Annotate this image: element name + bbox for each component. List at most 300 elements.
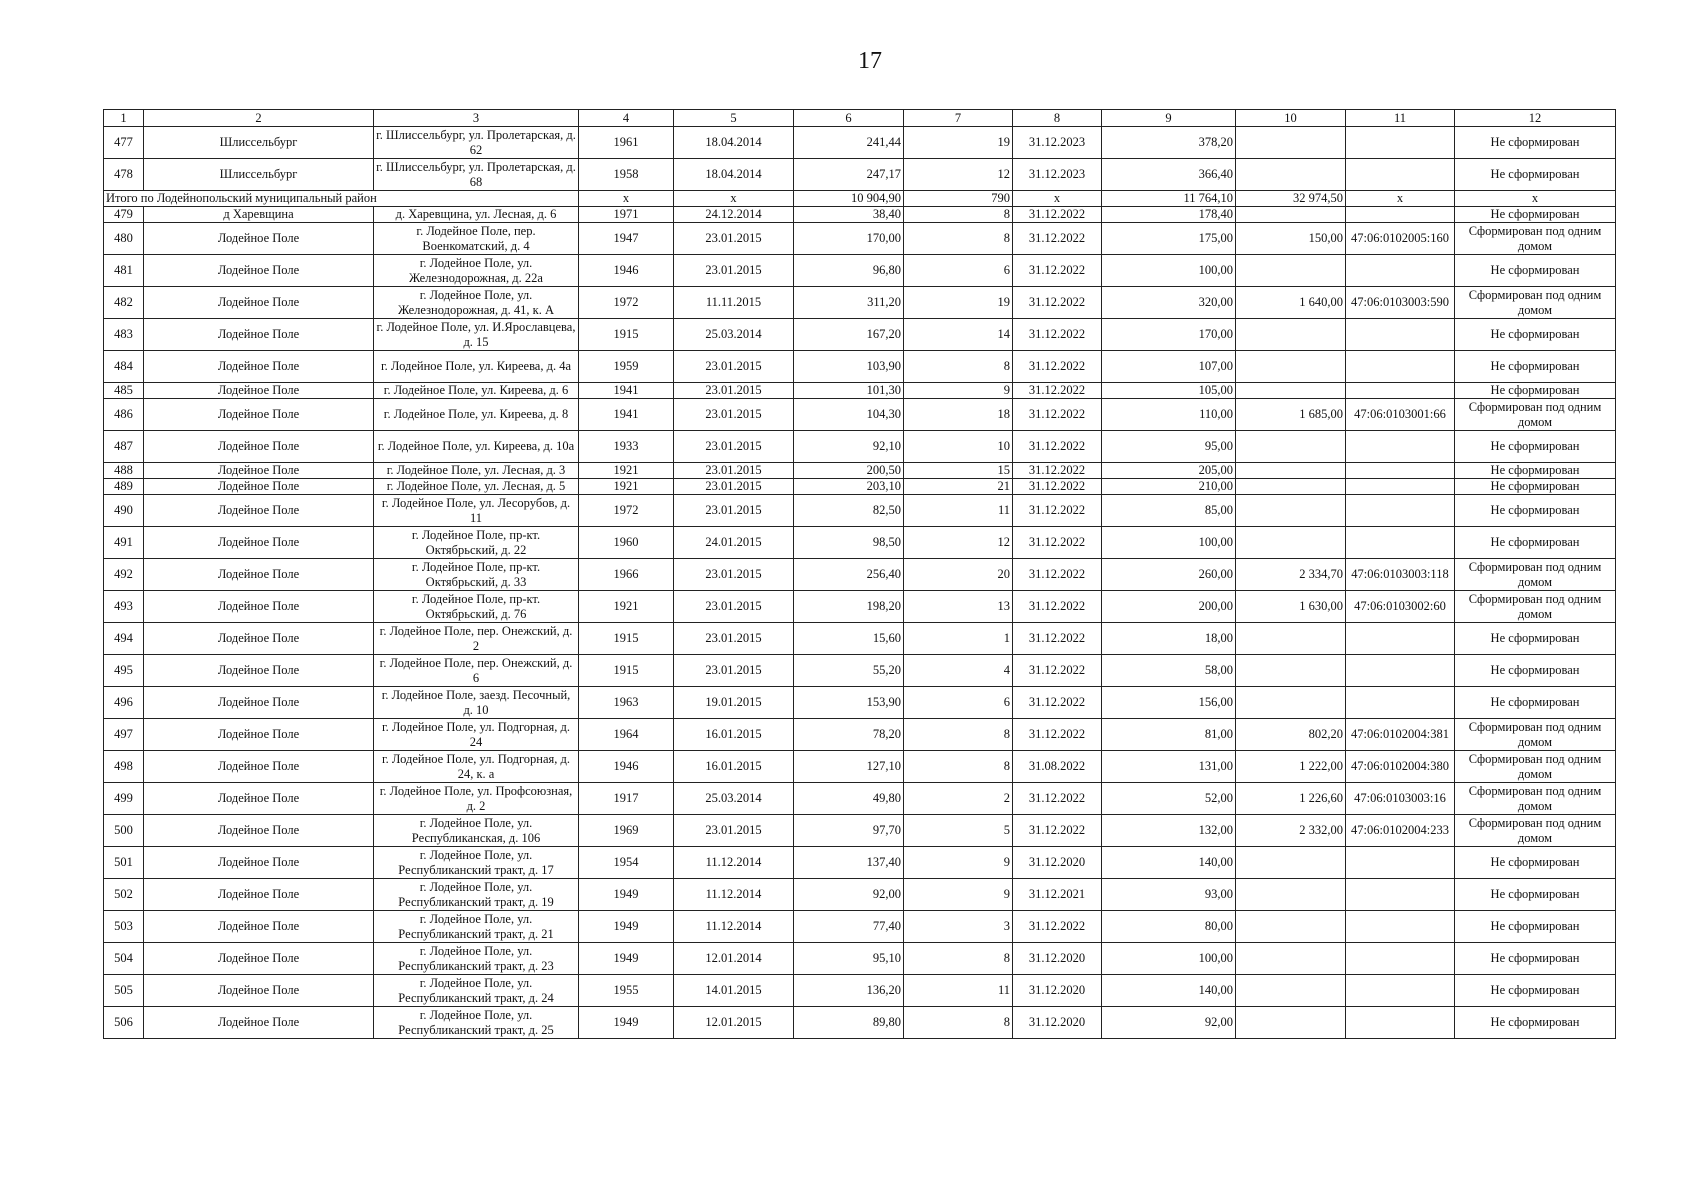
cadastral-number-cell: 47:06:0103002:60 <box>1346 591 1455 623</box>
land-status-cell: Не сформирован <box>1455 975 1616 1007</box>
date-cell: 11.12.2014 <box>674 911 794 943</box>
cadastral-number-cell <box>1346 159 1455 191</box>
date-cell: 18.04.2014 <box>674 159 794 191</box>
date-cell: 23.01.2015 <box>674 479 794 495</box>
total-label: Итого по Лодейнопольский муниципальный район <box>104 191 579 207</box>
cadastral-number-cell <box>1346 127 1455 159</box>
table-row <box>104 975 1616 1007</box>
residents-count-cell: 10 <box>904 431 1013 463</box>
total-date: х <box>674 191 794 207</box>
area-cell: 136,20 <box>794 975 904 1007</box>
total-year-built: х <box>579 191 674 207</box>
table-row <box>104 495 1616 527</box>
planned-date-cell: 31.12.2022 <box>1013 383 1102 399</box>
year-built-cell: 1921 <box>579 463 674 479</box>
column-header-6: 6 <box>794 110 904 127</box>
table-row <box>104 559 1616 591</box>
cost-cell: 131,00 <box>1102 751 1236 783</box>
cost-cell: 107,00 <box>1102 351 1236 383</box>
settlement-cell: Лодейное Поле <box>144 319 374 351</box>
settlement-cell: Лодейное Поле <box>144 943 374 975</box>
area-cell: 137,40 <box>794 847 904 879</box>
area-cell: 78,20 <box>794 719 904 751</box>
settlement-cell: Лодейное Поле <box>144 687 374 719</box>
date-cell: 23.01.2015 <box>674 591 794 623</box>
land-area-cell <box>1236 527 1346 559</box>
date-cell: 23.01.2015 <box>674 623 794 655</box>
row-number-cell: 477 <box>104 127 144 159</box>
column-header-8: 8 <box>1013 110 1102 127</box>
table-row <box>104 287 1616 319</box>
year-built-cell: 1915 <box>579 655 674 687</box>
planned-date-cell: 31.12.2022 <box>1013 463 1102 479</box>
table-row <box>104 159 1616 191</box>
land-status-cell: Не сформирован <box>1455 879 1616 911</box>
land-status-cell: Сформирован под одним домом <box>1455 399 1616 431</box>
cadastral-number-cell <box>1346 879 1455 911</box>
land-status-cell: Не сформирован <box>1455 943 1616 975</box>
residents-count-cell: 11 <box>904 975 1013 1007</box>
settlement-cell: Лодейное Поле <box>144 351 374 383</box>
column-number-header-row <box>104 110 1616 127</box>
planned-date-cell: 31.12.2022 <box>1013 223 1102 255</box>
row-number-cell: 503 <box>104 911 144 943</box>
total-land-status: х <box>1455 191 1616 207</box>
cadastral-number-cell: 47:06:0103001:66 <box>1346 399 1455 431</box>
residents-count-cell: 6 <box>904 255 1013 287</box>
cadastral-number-cell <box>1346 527 1455 559</box>
planned-date-cell: 31.12.2020 <box>1013 1007 1102 1039</box>
table-row <box>104 815 1616 847</box>
row-number-cell: 502 <box>104 879 144 911</box>
date-cell: 12.01.2014 <box>674 943 794 975</box>
residents-count-cell: 4 <box>904 655 1013 687</box>
year-built-cell: 1933 <box>579 431 674 463</box>
land-area-cell <box>1236 351 1346 383</box>
land-status-cell: Не сформирован <box>1455 687 1616 719</box>
settlement-cell: Лодейное Поле <box>144 463 374 479</box>
table-row <box>104 527 1616 559</box>
land-status-cell: Не сформирован <box>1455 527 1616 559</box>
planned-date-cell: 31.12.2022 <box>1013 495 1102 527</box>
settlement-cell: Лодейное Поле <box>144 623 374 655</box>
cadastral-number-cell <box>1346 383 1455 399</box>
settlement-cell: Лодейное Поле <box>144 431 374 463</box>
date-cell: 25.03.2014 <box>674 319 794 351</box>
residents-count-cell: 13 <box>904 591 1013 623</box>
land-area-cell <box>1236 463 1346 479</box>
cadastral-number-cell <box>1346 943 1455 975</box>
cost-cell: 100,00 <box>1102 255 1236 287</box>
land-area-cell: 1 630,00 <box>1236 591 1346 623</box>
table-row <box>104 943 1616 975</box>
housing-register-table <box>103 109 1616 1039</box>
date-cell: 16.01.2015 <box>674 719 794 751</box>
row-number-cell: 491 <box>104 527 144 559</box>
settlement-cell: Лодейное Поле <box>144 911 374 943</box>
area-cell: 241,44 <box>794 127 904 159</box>
land-status-cell: Сформирован под одним домом <box>1455 751 1616 783</box>
cadastral-number-cell <box>1346 319 1455 351</box>
cost-cell: 210,00 <box>1102 479 1236 495</box>
cost-cell: 378,20 <box>1102 127 1236 159</box>
land-area-cell <box>1236 207 1346 223</box>
residents-count-cell: 8 <box>904 351 1013 383</box>
year-built-cell: 1954 <box>579 847 674 879</box>
year-built-cell: 1949 <box>579 911 674 943</box>
area-cell: 198,20 <box>794 591 904 623</box>
residents-count-cell: 8 <box>904 719 1013 751</box>
row-number-cell: 480 <box>104 223 144 255</box>
year-built-cell: 1949 <box>579 879 674 911</box>
residents-count-cell: 2 <box>904 783 1013 815</box>
row-number-cell: 505 <box>104 975 144 1007</box>
settlement-cell: Лодейное Поле <box>144 815 374 847</box>
year-built-cell: 1972 <box>579 287 674 319</box>
area-cell: 103,90 <box>794 351 904 383</box>
land-status-cell: Не сформирован <box>1455 319 1616 351</box>
cost-cell: 81,00 <box>1102 719 1236 751</box>
address-cell: г. Лодейное Поле, ул. Подгорная, д. 24 <box>374 719 579 751</box>
address-cell: г. Лодейное Поле, пер. Онежский, д. 6 <box>374 655 579 687</box>
address-cell: г. Лодейное Поле, ул. Республиканский тракт, д. 17 <box>374 847 579 879</box>
planned-date-cell: 31.12.2022 <box>1013 431 1102 463</box>
settlement-cell: Лодейное Поле <box>144 975 374 1007</box>
table-row <box>104 223 1616 255</box>
area-cell: 200,50 <box>794 463 904 479</box>
planned-date-cell: 31.12.2022 <box>1013 623 1102 655</box>
date-cell: 23.01.2015 <box>674 495 794 527</box>
date-cell: 14.01.2015 <box>674 975 794 1007</box>
address-cell: г. Лодейное Поле, ул. Лесорубов, д. 11 <box>374 495 579 527</box>
settlement-cell: Лодейное Поле <box>144 527 374 559</box>
residents-count-cell: 8 <box>904 223 1013 255</box>
area-cell: 92,00 <box>794 879 904 911</box>
residents-count-cell: 9 <box>904 383 1013 399</box>
area-cell: 82,50 <box>794 495 904 527</box>
land-status-cell: Не сформирован <box>1455 207 1616 223</box>
area-cell: 77,40 <box>794 911 904 943</box>
area-cell: 153,90 <box>794 687 904 719</box>
land-status-cell: Не сформирован <box>1455 1007 1616 1039</box>
date-cell: 23.01.2015 <box>674 559 794 591</box>
area-cell: 311,20 <box>794 287 904 319</box>
land-area-cell <box>1236 495 1346 527</box>
table-row <box>104 591 1616 623</box>
land-area-cell <box>1236 255 1346 287</box>
column-header-7: 7 <box>904 110 1013 127</box>
column-header-5: 5 <box>674 110 794 127</box>
address-cell: г. Лодейное Поле, ул. Республиканский тракт, д. 21 <box>374 911 579 943</box>
row-number-cell: 482 <box>104 287 144 319</box>
area-cell: 49,80 <box>794 783 904 815</box>
cadastral-number-cell <box>1346 351 1455 383</box>
area-cell: 89,80 <box>794 1007 904 1039</box>
planned-date-cell: 31.12.2022 <box>1013 287 1102 319</box>
cost-cell: 178,40 <box>1102 207 1236 223</box>
date-cell: 11.12.2014 <box>674 879 794 911</box>
settlement-cell: Шлиссельбург <box>144 159 374 191</box>
date-cell: 16.01.2015 <box>674 751 794 783</box>
table-row <box>104 351 1616 383</box>
cadastral-number-cell <box>1346 1007 1455 1039</box>
year-built-cell: 1946 <box>579 751 674 783</box>
total-residents-count: 790 <box>904 191 1013 207</box>
residents-count-cell: 20 <box>904 559 1013 591</box>
land-status-cell: Сформирован под одним домом <box>1455 559 1616 591</box>
address-cell: г. Лодейное Поле, пер. Онежский, д. 2 <box>374 623 579 655</box>
cadastral-number-cell: 47:06:0102005:160 <box>1346 223 1455 255</box>
year-built-cell: 1949 <box>579 943 674 975</box>
cost-cell: 200,00 <box>1102 591 1236 623</box>
cost-cell: 100,00 <box>1102 943 1236 975</box>
date-cell: 23.01.2015 <box>674 655 794 687</box>
residents-count-cell: 18 <box>904 399 1013 431</box>
column-header-2: 2 <box>144 110 374 127</box>
column-header-9: 9 <box>1102 110 1236 127</box>
cost-cell: 156,00 <box>1102 687 1236 719</box>
total-cost: 11 764,10 <box>1102 191 1236 207</box>
land-area-cell <box>1236 319 1346 351</box>
settlement-cell: Лодейное Поле <box>144 383 374 399</box>
row-number-cell: 479 <box>104 207 144 223</box>
land-status-cell: Не сформирован <box>1455 655 1616 687</box>
settlement-cell: Лодейное Поле <box>144 399 374 431</box>
land-status-cell: Не сформирован <box>1455 255 1616 287</box>
planned-date-cell: 31.12.2022 <box>1013 687 1102 719</box>
cost-cell: 366,40 <box>1102 159 1236 191</box>
land-area-cell <box>1236 623 1346 655</box>
row-number-cell: 481 <box>104 255 144 287</box>
land-area-cell: 2 334,70 <box>1236 559 1346 591</box>
row-number-cell: 484 <box>104 351 144 383</box>
land-status-cell: Не сформирован <box>1455 495 1616 527</box>
date-cell: 23.01.2015 <box>674 399 794 431</box>
land-area-cell <box>1236 431 1346 463</box>
settlement-cell: Лодейное Поле <box>144 287 374 319</box>
row-number-cell: 489 <box>104 479 144 495</box>
cost-cell: 132,00 <box>1102 815 1236 847</box>
row-number-cell: 493 <box>104 591 144 623</box>
area-cell: 95,10 <box>794 943 904 975</box>
settlement-cell: Лодейное Поле <box>144 559 374 591</box>
table-row <box>104 463 1616 479</box>
residents-count-cell: 8 <box>904 1007 1013 1039</box>
address-cell: г. Лодейное Поле, ул. Республиканский тракт, д. 19 <box>374 879 579 911</box>
land-area-cell: 802,20 <box>1236 719 1346 751</box>
cadastral-number-cell: 47:06:0103003:590 <box>1346 287 1455 319</box>
land-area-cell: 150,00 <box>1236 223 1346 255</box>
planned-date-cell: 31.12.2021 <box>1013 879 1102 911</box>
row-number-cell: 501 <box>104 847 144 879</box>
cadastral-number-cell <box>1346 623 1455 655</box>
area-cell: 98,50 <box>794 527 904 559</box>
residents-count-cell: 11 <box>904 495 1013 527</box>
land-area-cell <box>1236 383 1346 399</box>
area-cell: 101,30 <box>794 383 904 399</box>
table-row <box>104 479 1616 495</box>
land-area-cell <box>1236 655 1346 687</box>
date-cell: 23.01.2015 <box>674 463 794 479</box>
table-row <box>104 783 1616 815</box>
area-cell: 38,40 <box>794 207 904 223</box>
residents-count-cell: 19 <box>904 287 1013 319</box>
cadastral-number-cell: 47:06:0102004:380 <box>1346 751 1455 783</box>
row-number-cell: 499 <box>104 783 144 815</box>
row-number-cell: 494 <box>104 623 144 655</box>
date-cell: 23.01.2015 <box>674 383 794 399</box>
cadastral-number-cell <box>1346 911 1455 943</box>
residents-count-cell: 12 <box>904 527 1013 559</box>
table-row <box>104 655 1616 687</box>
row-number-cell: 495 <box>104 655 144 687</box>
cadastral-number-cell <box>1346 255 1455 287</box>
table-row <box>104 255 1616 287</box>
row-number-cell: 485 <box>104 383 144 399</box>
row-number-cell: 486 <box>104 399 144 431</box>
land-status-cell: Не сформирован <box>1455 127 1616 159</box>
year-built-cell: 1964 <box>579 719 674 751</box>
planned-date-cell: 31.12.2023 <box>1013 127 1102 159</box>
table-row <box>104 751 1616 783</box>
table-row <box>104 911 1616 943</box>
address-cell: г. Лодейное Поле, пр-кт. Октябрьский, д. 76 <box>374 591 579 623</box>
residents-count-cell: 8 <box>904 943 1013 975</box>
year-built-cell: 1960 <box>579 527 674 559</box>
table-row <box>104 319 1616 351</box>
address-cell: г. Лодейное Поле, ул. Лесная, д. 5 <box>374 479 579 495</box>
settlement-cell: Лодейное Поле <box>144 591 374 623</box>
cadastral-number-cell: 47:06:0103003:16 <box>1346 783 1455 815</box>
residents-count-cell: 8 <box>904 207 1013 223</box>
date-cell: 23.01.2015 <box>674 223 794 255</box>
date-cell: 23.01.2015 <box>674 815 794 847</box>
year-built-cell: 1947 <box>579 223 674 255</box>
residents-count-cell: 19 <box>904 127 1013 159</box>
date-cell: 23.01.2015 <box>674 351 794 383</box>
cadastral-number-cell <box>1346 463 1455 479</box>
address-cell: г. Лодейное Поле, ул. Железнодорожная, д. 22а <box>374 255 579 287</box>
address-cell: г. Лодейное Поле, пр-кт. Октябрьский, д. 22 <box>374 527 579 559</box>
residents-count-cell: 9 <box>904 879 1013 911</box>
planned-date-cell: 31.08.2022 <box>1013 751 1102 783</box>
cadastral-number-cell <box>1346 431 1455 463</box>
cadastral-number-cell <box>1346 847 1455 879</box>
planned-date-cell: 31.12.2022 <box>1013 207 1102 223</box>
cadastral-number-cell <box>1346 975 1455 1007</box>
settlement-cell: Лодейное Поле <box>144 751 374 783</box>
date-cell: 19.01.2015 <box>674 687 794 719</box>
address-cell: г. Лодейное Поле, ул. Республиканский тракт, д. 24 <box>374 975 579 1007</box>
year-built-cell: 1961 <box>579 127 674 159</box>
total-area: 10 904,90 <box>794 191 904 207</box>
year-built-cell: 1921 <box>579 591 674 623</box>
residents-count-cell: 12 <box>904 159 1013 191</box>
residents-count-cell: 8 <box>904 751 1013 783</box>
residents-count-cell: 21 <box>904 479 1013 495</box>
year-built-cell: 1915 <box>579 319 674 351</box>
date-cell: 24.01.2015 <box>674 527 794 559</box>
address-cell: г. Лодейное Поле, ул. Республиканский тракт, д. 23 <box>374 943 579 975</box>
residents-count-cell: 9 <box>904 847 1013 879</box>
land-status-cell: Не сформирован <box>1455 463 1616 479</box>
settlement-cell: Лодейное Поле <box>144 255 374 287</box>
area-cell: 170,00 <box>794 223 904 255</box>
area-cell: 97,70 <box>794 815 904 847</box>
planned-date-cell: 31.12.2020 <box>1013 943 1102 975</box>
land-area-cell: 1 685,00 <box>1236 399 1346 431</box>
address-cell: г. Лодейное Поле, пр-кт. Октябрьский, д. 33 <box>374 559 579 591</box>
total-planned-date: х <box>1013 191 1102 207</box>
row-number-cell: 487 <box>104 431 144 463</box>
date-cell: 11.12.2014 <box>674 847 794 879</box>
cadastral-number-cell: 47:06:0102004:381 <box>1346 719 1455 751</box>
cost-cell: 110,00 <box>1102 399 1236 431</box>
row-number-cell: 490 <box>104 495 144 527</box>
area-cell: 92,10 <box>794 431 904 463</box>
row-number-cell: 492 <box>104 559 144 591</box>
year-built-cell: 1949 <box>579 1007 674 1039</box>
address-cell: г. Лодейное Поле, ул. Республиканский тракт, д. 25 <box>374 1007 579 1039</box>
cost-cell: 320,00 <box>1102 287 1236 319</box>
year-built-cell: 1966 <box>579 559 674 591</box>
cost-cell: 175,00 <box>1102 223 1236 255</box>
cost-cell: 105,00 <box>1102 383 1236 399</box>
settlement-cell: Лодейное Поле <box>144 847 374 879</box>
area-cell: 55,20 <box>794 655 904 687</box>
land-status-cell: Не сформирован <box>1455 383 1616 399</box>
address-cell: г. Шлиссельбург, ул. Пролетарская, д. 62 <box>374 127 579 159</box>
year-built-cell: 1915 <box>579 623 674 655</box>
cadastral-number-cell: 47:06:0103003:118 <box>1346 559 1455 591</box>
land-status-cell: Сформирован под одним домом <box>1455 783 1616 815</box>
cadastral-number-cell: 47:06:0102004:233 <box>1346 815 1455 847</box>
cost-cell: 140,00 <box>1102 847 1236 879</box>
land-area-cell: 1 222,00 <box>1236 751 1346 783</box>
year-built-cell: 1921 <box>579 479 674 495</box>
address-cell: г. Лодейное Поле, ул. И.Ярославцева, д. 15 <box>374 319 579 351</box>
cadastral-number-cell <box>1346 495 1455 527</box>
cost-cell: 140,00 <box>1102 975 1236 1007</box>
land-status-cell: Не сформирован <box>1455 479 1616 495</box>
land-area-cell <box>1236 847 1346 879</box>
date-cell: 23.01.2015 <box>674 431 794 463</box>
land-status-cell: Не сформирован <box>1455 911 1616 943</box>
column-header-3: 3 <box>374 110 579 127</box>
land-status-cell: Сформирован под одним домом <box>1455 287 1616 319</box>
address-cell: г. Лодейное Поле, ул. Лесная, д. 3 <box>374 463 579 479</box>
settlement-cell: Лодейное Поле <box>144 783 374 815</box>
area-cell: 104,30 <box>794 399 904 431</box>
land-status-cell: Не сформирован <box>1455 847 1616 879</box>
land-status-cell: Сформирован под одним домом <box>1455 223 1616 255</box>
land-area-cell <box>1236 943 1346 975</box>
table-row <box>104 623 1616 655</box>
total-land-area: 32 974,50 <box>1236 191 1346 207</box>
year-built-cell: 1941 <box>579 399 674 431</box>
year-built-cell: 1917 <box>579 783 674 815</box>
planned-date-cell: 31.12.2022 <box>1013 719 1102 751</box>
land-status-cell: Не сформирован <box>1455 623 1616 655</box>
planned-date-cell: 31.12.2022 <box>1013 527 1102 559</box>
planned-date-cell: 31.12.2022 <box>1013 351 1102 383</box>
table-row <box>104 847 1616 879</box>
land-status-cell: Не сформирован <box>1455 431 1616 463</box>
cost-cell: 80,00 <box>1102 911 1236 943</box>
land-area-cell <box>1236 911 1346 943</box>
year-built-cell: 1958 <box>579 159 674 191</box>
column-header-12: 12 <box>1455 110 1616 127</box>
